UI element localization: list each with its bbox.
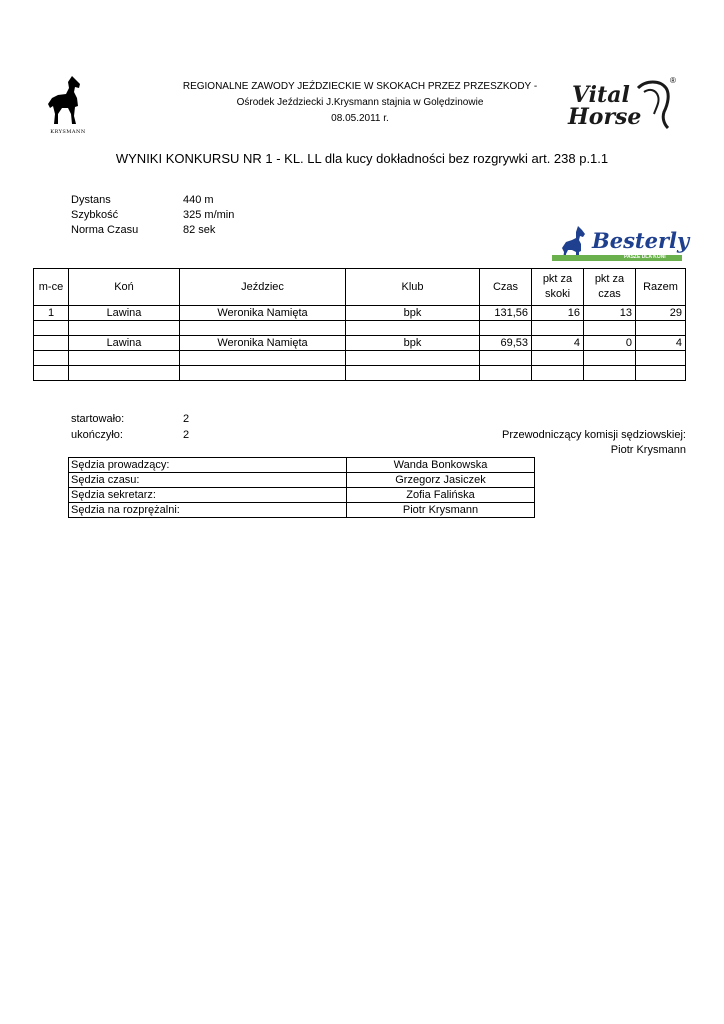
cell-total: 4 (636, 336, 686, 351)
stat-label-finished: ukończyło: (71, 429, 123, 441)
cell-rider: Weronika Namięta (180, 336, 346, 351)
cell-place (34, 321, 69, 336)
cell-jump-penalties (532, 366, 584, 381)
col-total: Razem (636, 269, 686, 306)
results-table (33, 268, 686, 381)
col-jump-penalties: pkt za skoki (532, 269, 584, 306)
horse-head-icon (634, 78, 676, 130)
col-place: m-ce (34, 269, 69, 306)
cell-place (34, 351, 69, 366)
registered-mark: ® (670, 76, 676, 85)
cell-horse (69, 351, 180, 366)
page-title: WYNIKI KONKURSU NR 1 - KL. LL dla kucy dokładności bez rozgrywki art. 238 p.1.1 (115, 151, 609, 166)
cell-time-penalties (584, 366, 636, 381)
cell-time-penalties: 0 (584, 336, 636, 351)
cell-total: 29 (636, 306, 686, 321)
info-label-distance: Dystans (71, 194, 111, 206)
table-row (34, 366, 686, 381)
table-row (69, 473, 535, 488)
cell-rider: Weronika Namięta (180, 306, 346, 321)
cell-time-penalties (584, 351, 636, 366)
cell-total (636, 366, 686, 381)
cell-club (346, 366, 480, 381)
besterly-logo (552, 222, 690, 264)
table-row (69, 503, 535, 518)
cell-jump-penalties: 4 (532, 336, 584, 351)
chairman-name: Piotr Krysmann (610, 444, 686, 456)
cell-time (480, 321, 532, 336)
besterly-logo-text: Besterly (592, 228, 690, 253)
cell-club (346, 351, 480, 366)
judge-name: Grzegorz Jasiczek (347, 473, 535, 488)
info-value-speed: 325 m/min (183, 209, 235, 221)
besterly-tagline: PASZE DLA KONI (624, 254, 666, 260)
col-rider: Jeździec (180, 269, 346, 306)
header-line-2: Ośrodek Jeździecki J.Krysmann stajnia w Golędzinowie (236, 97, 484, 108)
judge-name: Zofia Falińska (347, 488, 535, 503)
chairman-label: Przewodniczący komisji sędziowskiej: (501, 429, 686, 441)
cell-horse (69, 366, 180, 381)
judge-name: Piotr Krysmann (347, 503, 535, 518)
col-club: Klub (346, 269, 480, 306)
horse-icon (44, 74, 92, 126)
vital-horse-logo-line1: Vital (572, 82, 630, 108)
results-header-row (34, 269, 686, 306)
cell-total (636, 351, 686, 366)
cell-time: 131,56 (480, 306, 532, 321)
cell-club: bpk (346, 336, 480, 351)
table-row (69, 488, 535, 503)
stat-value-finished: 2 (183, 429, 190, 441)
cell-time-penalties: 13 (584, 306, 636, 321)
cell-place (34, 366, 69, 381)
cell-rider (180, 366, 346, 381)
cell-total (636, 321, 686, 336)
info-value-time-norm: 82 sek (183, 224, 216, 236)
table-row (34, 306, 686, 321)
cell-horse: Lawina (69, 336, 180, 351)
cell-rider (180, 321, 346, 336)
cell-time: 69,53 (480, 336, 532, 351)
krysmann-logo-text: KRYSMANN (50, 129, 86, 135)
header-line-1: REGIONALNE ZAWODY JEŹDZIECKIE W SKOKACH PRZEZ PRZESZKODY - (182, 81, 538, 92)
cell-club: bpk (346, 306, 480, 321)
table-row (34, 336, 686, 351)
cell-club (346, 321, 480, 336)
judges-table (68, 457, 535, 518)
cell-place: 1 (34, 306, 69, 321)
cell-time (480, 366, 532, 381)
vital-horse-logo-line2: Horse (568, 104, 642, 130)
info-label-speed: Szybkość (71, 209, 119, 221)
cell-jump-penalties (532, 321, 584, 336)
cell-horse: Lawina (69, 306, 180, 321)
info-label-time-norm: Norma Czasu (71, 224, 139, 236)
vital-horse-logo (568, 76, 680, 134)
judge-role: Sędzia czasu: (69, 473, 347, 488)
cell-jump-penalties: 16 (532, 306, 584, 321)
table-row (34, 351, 686, 366)
cell-rider (180, 351, 346, 366)
judge-role: Sędzia sekretarz: (69, 488, 347, 503)
krysmann-logo (44, 74, 92, 134)
table-row (69, 458, 535, 473)
cell-jump-penalties (532, 351, 584, 366)
judge-role: Sędzia na rozprężalni: (69, 503, 347, 518)
stat-label-started: startowało: (71, 413, 125, 425)
cell-horse (69, 321, 180, 336)
judge-role: Sędzia prowadzący: (69, 458, 347, 473)
cell-time (480, 351, 532, 366)
col-time-penalties: pkt za czas (584, 269, 636, 306)
col-horse: Koń (69, 269, 180, 306)
cell-time-penalties (584, 321, 636, 336)
cell-place (34, 336, 69, 351)
stat-value-started: 2 (183, 413, 190, 425)
header-line-3: 08.05.2011 r. (331, 113, 389, 124)
table-row (34, 321, 686, 336)
judge-name: Wanda Bonkowska (347, 458, 535, 473)
info-value-distance: 440 m (183, 194, 214, 206)
col-time: Czas (480, 269, 532, 306)
